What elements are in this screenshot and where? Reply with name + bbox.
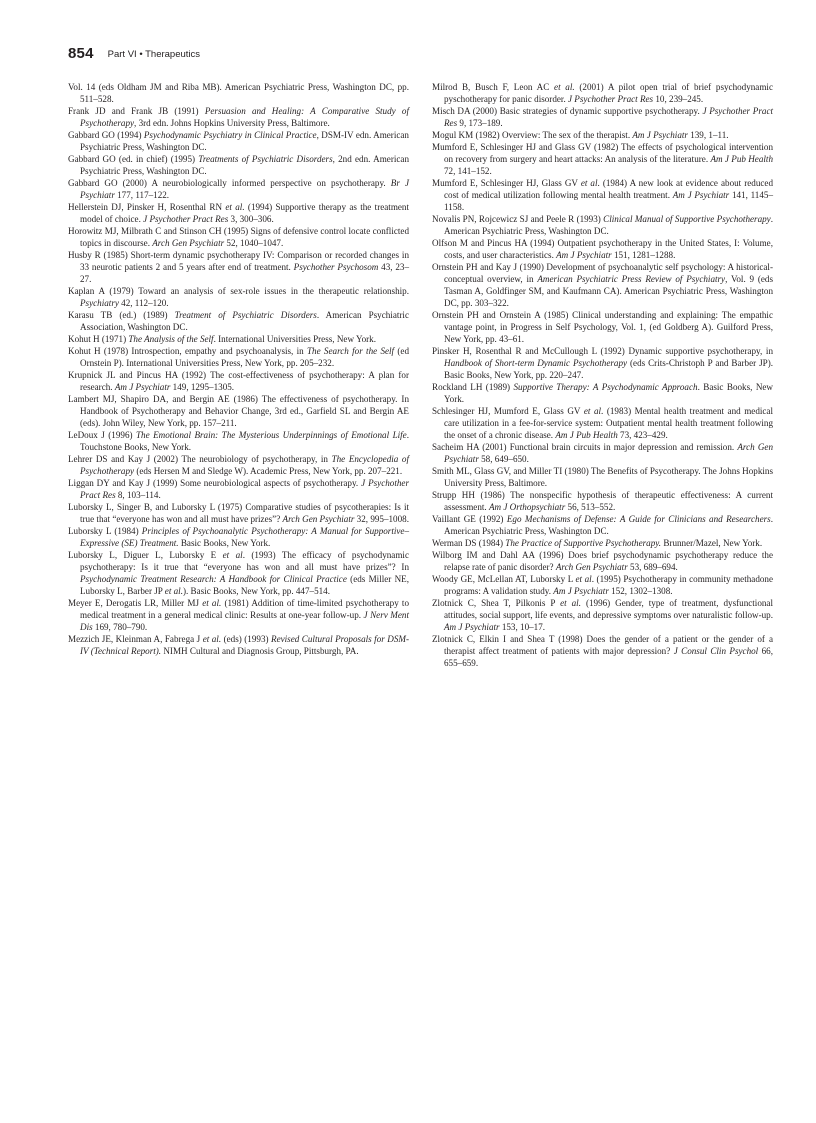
reference-text: 149, 1295–1305. [170,382,235,392]
reference-italic-text: Am J Psychiatr [632,130,688,140]
reference-italic-text: Psychother Psychosom [293,262,379,272]
reference-text: Lambert MJ, Shapiro DA, and Bergin AE (1986) The effectiveness of psychotherapy. In Handbook of Psychotherapy and Behavior Change, 3rd ed., Garfield SL and Bergin AE (eds). John Wiley, New York, pp. 157–211. [68,394,409,428]
reference-italic-text: et al [583,406,602,416]
reference-text: 56, 513–552. [565,502,616,512]
reference-italic-text: Clinical Manual of Supportive Psychotherapy [603,214,771,224]
reference-italic-text: Ego Mechanisms of Defense: A Guide for Clinicians and Researchers [506,514,771,524]
reference-text: Liggan DY and Kay J (1999) Some neurobiological aspects of psychotherapy. [68,478,362,488]
reference-entry [432,597,773,633]
reference-text: , 3rd edn. Johns Hopkins University Press, Baltimore. [134,118,330,128]
reference-italic-text: Treatments of Psychiatric Disorders [198,154,333,164]
reference-text: Mumford E, Schlesinger HJ and Glass GV (1982) The effects of psychological intervention on recovery from surgery and heart attacks: An analysis of the literature. [432,142,773,164]
running-head: Part VI • Therapeutics [107,49,201,60]
reference-text: Mezzich JE, Kleinman A, Fabrega J [68,634,203,644]
reference-entry [68,105,409,129]
reference-text: Gabbard GO (2000) A neurobiologically informed perspective on psychotherapy. [68,178,391,188]
page-header [68,45,200,65]
reference-italic-text: J Nerv Ment Dis [80,610,409,632]
reference-text: 58, 649–650. [478,454,529,464]
reference-text: ). Basic Books, New York, pp. 447–514. [182,586,330,596]
reference-text: . (1993) The efficacy of psychodynamic psychotherapy: Is it true that “everyone has won and all must have prizes”? In [80,550,409,572]
reference-italic-text: et al. [202,598,222,608]
reference-italic-text: J Psychother Pract Res [143,214,229,224]
reference-text: (ed Ornstein P). International Universities Press, New York, pp. 205–232. [80,346,409,368]
reference-italic-text: Arch Gen Psychiatr [444,442,774,464]
reference-italic-text: The Encyclopedia of Psychotherapy [80,454,410,476]
reference-italic-text: Am J Psychiatr [556,250,612,260]
reference-text: Luborsky L, Singer B, and Luborsky L (1975) Comparative studies of psycotherapies: Is it true that “everyone has won and all must have prizes”? [68,502,409,524]
reference-entry [68,633,409,657]
reference-entry [432,405,773,441]
reference-text: Vaillant GE (1992) [432,514,507,524]
reference-entry [68,477,409,501]
reference-text: Hellerstein DJ, Pinsker H, Rosenthal RN [68,202,226,212]
reference-text: Luborsky L (1984) [68,526,142,536]
reference-text: 177, 117–122. [114,190,170,200]
reference-text: 52, 1040–1047. [224,238,284,248]
reference-italic-text: Revised Cultural Proposals for DSM-IV (Technical Report). [80,634,410,656]
reference-entry [68,249,409,285]
reference-text: 169, 780–790. [92,622,148,632]
reference-italic-text: Am J Psychiatr [553,586,609,596]
reference-text: Basic Books, New York. [178,538,271,548]
reference-italic-text: Br J Psychiatr [80,178,410,200]
reference-entry [432,633,773,669]
reference-entry [432,309,773,345]
reference-text: . American Psychiatric Press, Washington DC. [444,214,773,236]
reference-italic-text: et al. [202,634,222,644]
reference-italic-text: Persuasion and Healing: A Comparative Study of Psychotherapy [80,106,409,128]
reference-italic-text: Arch Gen Psychiatr [152,238,225,248]
reference-text: (eds Crits-Christoph P and Barber JP). Basic Books, New York, pp. 220–247. [444,358,773,380]
reference-text: Wilborg IM and Dahl AA (1996) Does brief psychodynamic psychotherapy reduce the relapse rate of panic disorder? [432,550,773,572]
reference-italic-text: Psychiatry [80,298,119,308]
reference-entry [432,489,773,513]
reference-text: Kaplan A (1979) Toward an analysis of sex-role issues in the therapeutic relationship. [68,286,409,296]
reference-text: Lehrer DS and Kay J (2002) The neurobiology of psychotherapy, in [68,454,332,464]
reference-entry [432,573,773,597]
reference-italic-text: The Analysis of the Self [128,334,214,344]
reference-entry [68,285,409,309]
reference-italic-text: et al [222,550,243,560]
reference-italic-text: J Psychother Pract Res [568,94,654,104]
reference-text: Kohut H (1971) [68,334,129,344]
reference-entry [68,333,409,345]
reference-italic-text: J Psychother Pract Res [444,106,774,128]
reference-entry [432,105,773,129]
reference-entry [432,513,773,537]
reference-text: Woody GE, McLellan AT, Luborsky L [432,574,576,584]
reference-entry [432,549,773,573]
reference-entry [432,465,773,489]
reference-text: 43, 23–27. [80,262,409,284]
reference-text: 66, 655–659. [444,646,773,668]
reference-text: (2001) A pilot open trial of brief psychodynamic pyschotherapy for panic disorder. [444,82,773,104]
reference-italic-text: Psychodynamic Treatment Research: A Handbook for Clinical Practice [80,574,347,584]
reference-italic-text: Am J Orthopsychiatr [488,502,566,512]
reference-entry [432,129,773,141]
reference-text: . American Psychiatric Association, Washington DC. [80,310,409,332]
reference-italic-text: Arch Gen Psychiatr [555,562,628,572]
reference-text: . American Psychiatric Press, Washington DC. [444,514,773,536]
page-number: 854 [68,45,94,62]
reference-text: Novalis PN, Rojcewicz SJ and Peele R (1993) [432,214,604,224]
reference-text: Karasu TB (ed.) (1989) [68,310,175,320]
reference-entry [68,501,409,525]
reference-text: Milrod B, Busch F, Leon AC [432,82,555,92]
reference-text: (eds Hersen M and Sledge W). Academic Press, New York, pp. 207–221. [134,466,403,476]
reference-italic-text: J Consul Clin Psychol [673,646,759,656]
reference-text: 8, 103–114. [115,490,161,500]
reference-text: Horowitz MJ, Milbrath C and Stinson CH (1995) Signs of defensive control locate conflicted topics in discourse. [68,226,409,248]
reference-text: Kohut H (1978) Introspection, empathy and psychoanalysis, in [68,346,307,356]
reference-text: 10, 239–245. [653,94,704,104]
reference-text: . International Universities Press, New York. [213,334,376,344]
reference-italic-text: American Psychiatric Press Review of Psychiatry [537,274,726,284]
reference-entry [68,309,409,333]
reference-text: Strupp HH (1986) The nonspecific hypothesis of therapeutic effectiveness: A current assessment. [432,490,773,512]
reference-text: , DSM-IV edn. American Psychiatric Press, Washington DC. [80,130,409,152]
reference-text: . (1983) Mental health treatment and medical care utilization in a fee-for-service system: Outpatient mental health treatment following the onset of a chronic disease. [444,406,773,440]
reference-entry [432,381,773,405]
reference-text: (1981) Addition of time-limited psychotherapy to medical treatment in a general medical clinic: Results at one-year follow-up. [80,598,410,620]
reference-text: (eds Miller NE, Luborsky L, Barber JP [80,574,409,596]
reference-italic-text: Am J Psychiatr [114,382,171,392]
reference-text: Misch DA (2000) Basic strategies of dynamic supportive psychotherapy. [432,106,703,116]
reference-entry [432,537,773,549]
reference-italic-text: Am J Pub Health [710,154,773,164]
reference-text: Husby R (1985) Short-term dynamic psychotherapy IV: Comparison or recorded changes in 33 neurotic patients 2 and 5 years after end of treatment. [68,250,409,272]
reference-italic-text: The Emotional Brain: The Mysterious Underpinnings of Emotional Life [135,430,407,440]
reference-italic-text: Am J Pub Health [555,430,618,440]
reference-entry [432,237,773,261]
reference-entry [68,81,409,105]
reference-entry [432,345,773,381]
reference-italic-text: Treatment of Psychiatric Disorders [174,310,317,320]
reference-italic-text: Handbook of Short-term Dynamic Psychotherapy [444,358,628,368]
reference-text: 153, 10–17. [499,622,546,632]
reference-text: Werman DS (1984) [432,538,506,548]
reference-entry [432,81,773,105]
reference-entry [68,549,409,597]
reference-text: 72, 141–152. [444,166,492,176]
reference-text: Vol. 14 (eds Oldham JM and Riba MB). American Psychiatric Press, Washington DC, pp. 511–528. [68,82,409,104]
reference-text: Sacheim HA (2001) Functional brain circuits in major depression and remission. [432,442,738,452]
reference-text: . Touchstone Books, New York. [80,430,409,452]
reference-text: Meyer E, Derogatis LR, Miller MJ [68,598,203,608]
reference-text: Gabbard GO (ed. in chief) (1995) [68,154,199,164]
reference-italic-text: The Search for the Self [307,346,395,356]
reference-text: Zlotnick C, Elkin I and Shea T (1998) Does the gender of a patient or the gender of a therapist affect treatment of patients with major depression? [432,634,773,656]
reference-text: . (1984) A new look at evidence about reduced cost of medical utilization following mental health treatment. [444,178,773,200]
reference-entry [68,129,409,153]
reference-text: Schlesinger HJ, Mumford E, Glass GV [432,406,584,416]
reference-italic-text: Arch Gen Psychiatr [282,514,355,524]
references-right-column [432,81,773,669]
reference-text: Rockland LH (1989) [432,382,514,392]
reference-entry [432,141,773,177]
reference-italic-text: et al. [554,82,575,92]
reference-text: (1996) Gender, type of treatment, dysfunctional attitudes, social support, life events, and depressive symptoms over naturalistic follow-up. [444,598,773,620]
references-left-column [68,81,409,657]
reference-entry [432,261,773,309]
reference-italic-text: The Practice of Supportive Psychotherapy. [505,538,662,548]
reference-text: 141, 1145–1158. [444,190,773,212]
reference-italic-text: Supportive Therapy: A Psychodynamic Approach [513,382,698,392]
reference-italic-text: et al [580,178,598,188]
reference-italic-text: Am J Psychiatr [444,622,500,632]
reference-text: (eds) (1993) [221,634,272,644]
reference-text: Frank JD and Frank JB (1991) [68,106,205,116]
reference-entry [432,177,773,213]
reference-entry [432,441,773,465]
reference-text: LeDoux J (1996) [68,430,136,440]
reference-italic-text: Principles of Psychoanalytic Psychotherapy: A Manual for Supportive–Expressive (SE) Treatment. [80,526,409,548]
reference-text: 9, 173–189. [457,118,503,128]
reference-entry [68,345,409,369]
reference-text: 42, 112–120. [118,298,169,308]
reference-italic-text: et al. [560,598,581,608]
reference-entry [432,213,773,237]
reference-entry [68,453,409,477]
reference-italic-text: J Psychother Pract Res [80,478,409,500]
reference-italic-text: et al. [164,586,183,596]
reference-text: Smith ML, Glass GV, and Miller TI (1980) The Benefits of Psycotherapy. The Johns Hopkins University Press, Baltimore. [432,466,773,488]
reference-text: Olfson M and Pincus HA (1994) Outpatient psychotherapy in the United States, I: Volume, costs, and user characteristics. [432,238,773,260]
reference-text: , 2nd edn. American Psychiatric Press, Washington DC. [80,154,409,176]
reference-text: Mumford E, Schlesinger HJ, Glass GV [432,178,581,188]
reference-text: NIMH Cultural and Diagnosis Group, Pittsburgh, PA. [161,646,359,656]
reference-text: . Basic Books, New York. [444,382,773,404]
reference-entry [68,201,409,225]
reference-italic-text: et al. [225,202,245,212]
reference-italic-text: Psychodynamic Psychiatry in Clinical Practice [143,130,317,140]
reference-text: , Vol. 9 (eds Tasman A, Goldfinger SM, and Kaufmann CA). American Psychiatric Press, Washington DC, pp. 303–322. [444,274,773,308]
reference-entry [68,153,409,177]
reference-text: Krupnick JL and Pincus HA (1992) The cost-effectiveness of psychotherapy: A plan for research. [68,370,409,392]
reference-text: 53, 689–694. [627,562,678,572]
reference-text: 139, 1–11. [687,130,729,140]
reference-text: Gabbard GO (1994) [68,130,144,140]
reference-entry [68,393,409,429]
reference-text: 3, 300–306. [228,214,274,224]
reference-entry [68,177,409,201]
reference-entry [68,597,409,633]
reference-text: Luborsky L, Diguer L, Luborsky E [68,550,223,560]
reference-text: Ornstein PH and Kay J (1990) Development of psychoanalytic self psychology: A historical-conceptual overview, in [432,262,773,284]
reference-entry [68,525,409,549]
reference-entry [68,429,409,453]
reference-text: Zlotnick C, Shea T, Pilkonis P [432,598,561,608]
reference-entry [68,369,409,393]
reference-entry [68,225,409,249]
reference-text: 152, 1302–1308. [608,586,673,596]
reference-text: (1994) Supportive therapy as the treatment model of choice. [80,202,410,224]
reference-text: 73, 423–429. [617,430,668,440]
reference-italic-text: Am J Psychiatr [672,190,730,200]
reference-text: Ornstein PH and Ornstein A (1985) Clinical understanding and explaining: The empathic vantage point, in Progress in Self Psychology, Vol. 1, (ed Goldberg A). Guilford Press, New York, pp. 43–61. [432,310,773,344]
reference-text: Brunner/Mazel, New York. [661,538,763,548]
reference-text: 151, 1281–1288. [611,250,676,260]
reference-text: Mogul KM (1982) Overview: The sex of the therapist. [432,130,633,140]
reference-text: 32, 995–1008. [354,514,409,524]
reference-text: Pinsker H, Rosenthal R and McCullough L (1992) Dynamic supportive psychotherapy, in [432,346,773,356]
reference-text: . (1995) Psychotherapy in community methadone programs: A validation study. [444,574,773,596]
reference-italic-text: et al [575,574,592,584]
